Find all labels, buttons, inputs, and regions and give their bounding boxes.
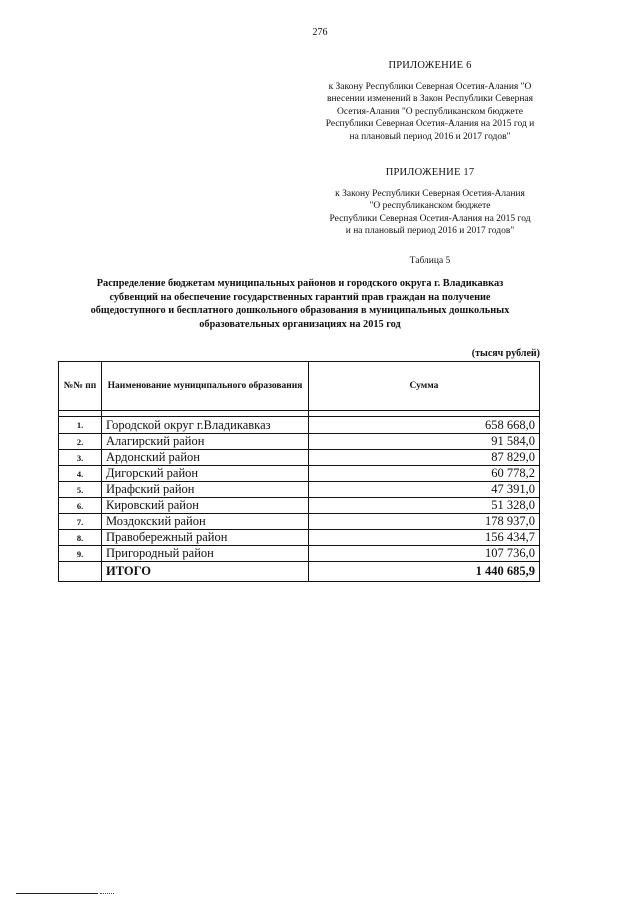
row-sum: 107 736,0: [309, 546, 540, 562]
appendix-6-line: к Закону Республики Северная Осетия-Алания "О: [328, 81, 532, 92]
row-name: Городской округ г.Владикавказ: [102, 417, 309, 434]
table-row: [59, 450, 540, 466]
appendix-17-line: Республики Северная Осетия-Алания на 2015 год: [329, 213, 531, 224]
row-number: 4.: [59, 466, 102, 482]
table-row: [59, 482, 540, 498]
appendix-17-line: и на плановый период 2016 и 2017 годов": [345, 226, 515, 236]
appendix-6-block: [300, 60, 560, 143]
total-number-cell: [59, 562, 102, 582]
row-name: Дигорский район: [102, 466, 309, 482]
budget-table: [58, 361, 540, 582]
row-number: 6.: [59, 498, 102, 514]
row-sum: 178 937,0: [309, 514, 540, 530]
row-sum: 658 668,0: [309, 417, 540, 434]
page-number: 276: [312, 27, 328, 38]
appendix-6-line: на плановый период 2016 и 2017 годов": [349, 131, 511, 142]
table-row: [59, 417, 540, 434]
row-sum: 87 829,0: [309, 450, 540, 466]
row-number: 9.: [59, 546, 102, 562]
units-label: (тысяч рублей): [471, 348, 540, 359]
document-title-line: субвенций на обеспечение государственных гарантий прав граждан на получение: [109, 291, 491, 303]
table-row: [59, 434, 540, 450]
row-sum: 60 778,2: [309, 466, 540, 482]
table-label: Таблица 5: [409, 256, 451, 266]
row-name: Кировский район: [102, 498, 309, 514]
row-name: Ирафский район: [102, 482, 309, 498]
header-name: Наименование муниципального образования: [102, 362, 309, 411]
document-title-line: общедоступного и бесплатного дошкольного образования в муниципальных дошкольных: [90, 305, 510, 317]
table-row: [59, 466, 540, 482]
row-number: 2.: [59, 434, 102, 450]
table-header-row: [59, 362, 540, 411]
appendix-17-title: ПРИЛОЖЕНИЕ 17: [385, 167, 475, 178]
appendix-6-title: ПРИЛОЖЕНИЕ 6: [388, 60, 472, 71]
table-row: [59, 498, 540, 514]
document-title: [60, 277, 540, 332]
appendix-6-line: Республики Северная Осетия-Алания на 2015 год и: [325, 119, 535, 129]
appendix-6-line: внесении изменений в Закон Республики Северная: [326, 94, 533, 104]
row-number: 3.: [59, 450, 102, 466]
appendix-17-block: [300, 167, 560, 238]
table-row: [59, 530, 540, 546]
header-number: №№ пп: [59, 362, 102, 411]
header-sum: Сумма: [309, 362, 540, 411]
row-name: Правобережный район: [102, 530, 309, 546]
row-name: Алагирский район: [102, 434, 309, 450]
row-sum: 91 584,0: [309, 434, 540, 450]
row-number: 7.: [59, 514, 102, 530]
document-title-line: Распределение бюджетам муниципальных районов и городского округа г. Владикавказ: [96, 278, 504, 289]
footer-rule-dots: [100, 893, 114, 895]
appendix-17-line: "О республиканском бюджете: [369, 201, 491, 211]
row-number: 8.: [59, 530, 102, 546]
row-name: Моздокский район: [102, 514, 309, 530]
appendix-17-line: к Закону Республики Северная Осетия-Алания: [335, 188, 525, 199]
table-total-row: [59, 562, 540, 582]
row-number: 5.: [59, 482, 102, 498]
total-label: ИТОГО: [102, 562, 309, 582]
row-sum: 47 391,0: [309, 482, 540, 498]
document-title-line: образовательных организациях на 2015 год: [199, 319, 401, 331]
row-sum: 51 328,0: [309, 498, 540, 514]
appendix-6-line: Осетия-Алания "О республиканском бюджете: [337, 106, 523, 117]
footer-rule: [16, 893, 98, 894]
total-sum: 1 440 685,9: [309, 562, 540, 582]
row-number: 1.: [59, 417, 102, 434]
table-row: [59, 546, 540, 562]
table-row: [59, 514, 540, 530]
row-name: Ардонский район: [102, 450, 309, 466]
row-sum: 156 434,7: [309, 530, 540, 546]
row-name: Пригородный район: [102, 546, 309, 562]
